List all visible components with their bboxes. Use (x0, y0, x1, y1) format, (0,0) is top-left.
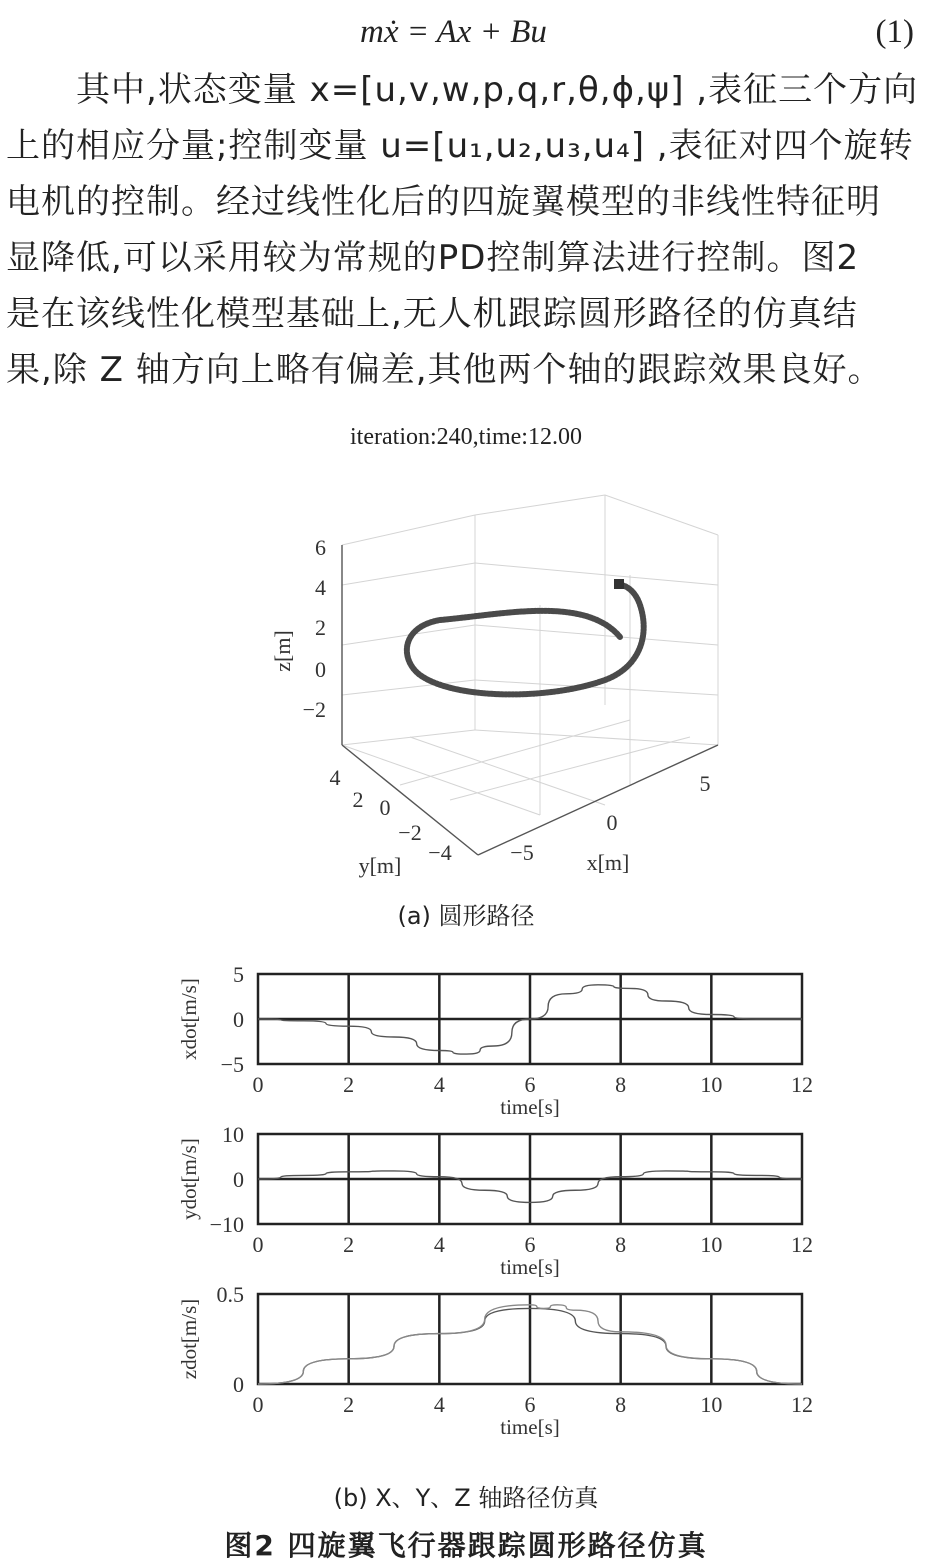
z-tick: −2 (302, 697, 326, 722)
x-tick-label: 0 (252, 1072, 264, 1097)
paragraph-line: 是在该线性化模型基础上,无人机跟踪圆形路径的仿真结 (6, 294, 858, 334)
x-tick-label: 12 (791, 1392, 813, 1417)
paragraph-line: 上的相应分量;控制变量 u=[u₁,u₂,u₃,u₄] ,表征对四个旋转 (6, 126, 914, 166)
x-tick-label: 2 (343, 1072, 355, 1097)
x-axis-label: time[s] (500, 1255, 560, 1279)
y-axis-label: ydot[m/s] (177, 1138, 201, 1220)
x-axis-label: time[s] (500, 1095, 560, 1119)
paragraph-line: 其中,状态变量 x=[u,v,w,p,q,r,θ,ϕ,ψ] ,表征三个方向 (76, 70, 919, 110)
y-tick-label: 0.5 (216, 1282, 244, 1307)
equation: mẋ = Ax + Bu (360, 14, 547, 50)
x-axis-label: x[m] (586, 850, 630, 875)
circular-path-trace (407, 585, 644, 694)
x-tick-label: 4 (433, 1392, 445, 1417)
z-axis-label: z[m] (270, 630, 295, 672)
x-tick-label: 10 (700, 1392, 723, 1417)
y-tick-label: −10 (209, 1212, 244, 1237)
y-tick-label: 5 (233, 962, 244, 987)
z-tick: 6 (315, 535, 326, 560)
body-paragraph (6, 62, 924, 398)
z-tick: 2 (315, 615, 326, 640)
plot3d-grid (342, 495, 718, 815)
z-tick: 4 (315, 575, 326, 600)
subcaption-a: (a) 圆形路径 (397, 902, 535, 930)
x-tick-label: 8 (615, 1072, 627, 1097)
equation-row (0, 8, 932, 60)
y-tick-label: 0 (233, 1167, 244, 1192)
y-tick: 4 (329, 765, 341, 790)
y-tick-label: 10 (222, 1122, 244, 1147)
paragraph-line: 显降低,可以采用较为常规的PD控制算法进行控制。图2 (6, 238, 860, 278)
xdot-plot (160, 962, 840, 1132)
x-tick-label: 0 (252, 1392, 264, 1417)
y-tick-label: −5 (220, 1052, 244, 1077)
x-tick: 0 (606, 810, 618, 835)
x-tick-label: 12 (791, 1232, 813, 1257)
x-tick-label: 4 (433, 1072, 445, 1097)
x-tick-label: 8 (615, 1392, 627, 1417)
paragraph-line: 果,除 Z 轴方向上略有偏差,其他两个轴的跟踪效果良好。 (6, 350, 883, 390)
paragraph-line: 电机的控制。经过线性化后的四旋翼模型的非线性特征明 (6, 182, 881, 222)
y-axis-label: zdot[m/s] (177, 1298, 201, 1380)
x-axis-label: time[s] (500, 1415, 560, 1439)
figure-title: 图2 四旋翼飞行器跟踪圆形路径仿真 (224, 1529, 708, 1562)
x-tick-label: 6 (524, 1392, 536, 1417)
plot3d-title: iteration:240,time:12.00 (350, 424, 582, 450)
y-tick: −2 (398, 820, 422, 845)
y-axis-label: xdot[m/s] (177, 978, 201, 1060)
y-axis-label: y[m] (358, 853, 402, 878)
subcaption-b: (b) X、Y、Z 轴路径仿真 (333, 1484, 599, 1512)
x-tick-label: 4 (433, 1232, 445, 1257)
y-tick-label: 0 (233, 1007, 244, 1032)
x-tick-label: 6 (524, 1232, 536, 1257)
plot3d (250, 455, 750, 895)
y-tick-label: 0 (233, 1372, 244, 1397)
plot3d-axes (342, 545, 718, 855)
x-tick-label: 8 (615, 1232, 627, 1257)
y-tick: 2 (352, 787, 364, 812)
y-tick: 0 (379, 795, 391, 820)
equation-number: (1) (875, 14, 914, 50)
quadrotor-marker (614, 579, 624, 589)
x-tick-label: 2 (343, 1232, 355, 1257)
ydot-plot (160, 1122, 840, 1292)
x-tick-label: 12 (791, 1072, 813, 1097)
z-tick: 0 (315, 657, 326, 682)
x-tick-label: 0 (252, 1232, 264, 1257)
zdot-plot (160, 1282, 840, 1452)
x-tick-label: 2 (343, 1392, 355, 1417)
x-tick: 5 (699, 771, 711, 796)
x-tick: −5 (510, 840, 534, 865)
x-tick-label: 6 (524, 1072, 536, 1097)
y-tick: −4 (428, 840, 452, 865)
x-tick-label: 10 (700, 1232, 723, 1257)
x-tick-label: 10 (700, 1072, 723, 1097)
